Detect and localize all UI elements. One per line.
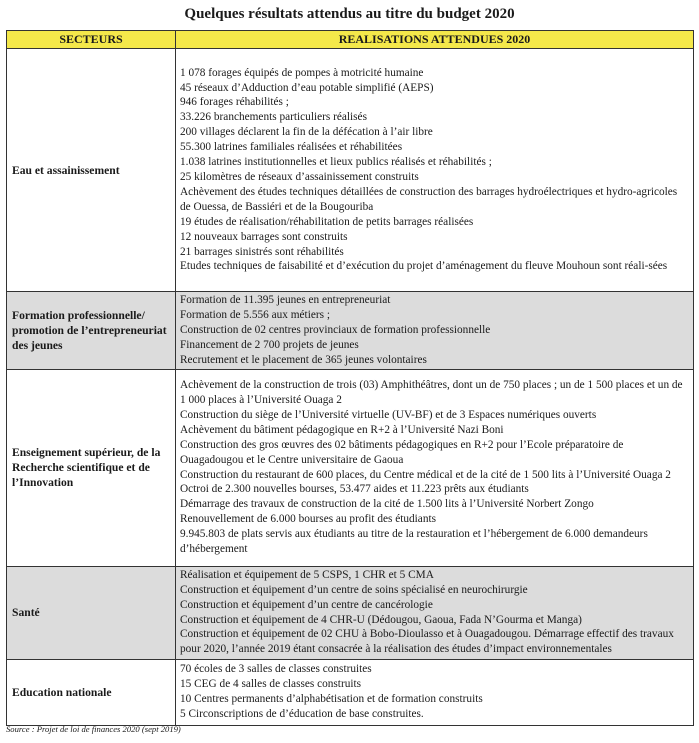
document-title: Quelques résultats attendus au titre du budget 2020 <box>184 6 515 22</box>
sector-name: Santé <box>7 566 176 659</box>
achievement-item: 9.945.803 de plats servis aux étudiants au titre de la restauration et l’hébergement de 6.000 demandeurs d’hébergement <box>180 528 648 556</box>
achievements-list <box>176 659 694 725</box>
achievement-item: 1.038 latrines institutionnelles et lieux publics réalisés et réhabilités ; <box>180 156 492 169</box>
achievement-item: Construction du restaurant de 600 places, du Centre médical et de la cité de 1 500 lits à l’Université Ouaga 2 <box>180 468 671 481</box>
achievement-item: Formation de 11.395 jeunes en entrepreneuriat <box>180 294 391 306</box>
achievement-item: 1 078 forages équipés de pompes à motricité humaine <box>180 66 424 79</box>
achievement-item: Construction des gros œuvres des 02 bâtiments pédagogiques en R+2 pour l’Ecole préparatoire de Ouagadougou et le Centre universitaire de Gaoua <box>180 438 624 466</box>
achievement-item: Renouvellement de 6.000 bourses au profit des étudiants <box>180 513 437 526</box>
achievement-item: Recrutement et le placement de 365 jeunes volontaires <box>180 353 427 366</box>
source-note: Source : Projet de loi de finances 2020 (sept 2019) <box>6 724 181 734</box>
achievement-item: 19 études de réalisation/réhabilitation de petits barrages réalisées <box>180 215 474 228</box>
achievement-item: 70 écoles de 3 salles de classes construites <box>180 663 372 676</box>
results-table <box>6 30 694 726</box>
achievement-item: Construction et équipement de 02 CHU à Bobo-Dioulasso et à Ouagadougou. Démarrage effectif des travaux pour 2020, l’année 2019 étant consacrée à la réalisation des études d’impact environnementales <box>180 628 674 656</box>
achievement-item: 45 réseaux d’Adduction d’eau potable simplifié (AEPS) <box>180 81 434 94</box>
achievement-item: Construction du siège de l’Université virtuelle (UV-BF) et de 3 Espaces numériques ouverts <box>180 408 597 421</box>
table-header-row <box>7 31 694 49</box>
achievements-list <box>176 566 694 659</box>
achievement-item: Construction de 02 centres provinciaux de formation professionnelle <box>180 323 491 336</box>
achievement-item: 200 villages déclarent la fin de la défécation à l’air libre <box>180 126 433 139</box>
header-expected-achievements: REALISATIONS ATTENDUES 2020 <box>176 31 694 49</box>
achievement-item: Construction et équipement de 4 CHR-U (Dédougou, Gaoua, Fada N’Gourma et Manga) <box>180 613 582 626</box>
achievements-list <box>176 292 694 370</box>
achievement-item: 55.300 latrines familiales réalisées et réhabilitées <box>180 141 403 154</box>
achievements-list <box>176 369 694 566</box>
achievement-item: 15 CEG de 4 salles de classes construits <box>180 678 362 691</box>
achievement-item: Etudes techniques de faisabilité et d’exécution du projet d’aménagement du fleuve Mouhoun sont réali-sées <box>180 260 668 273</box>
sector-name: Education nationale <box>7 659 176 725</box>
table-row <box>7 49 694 292</box>
achievement-item: Achèvement des études techniques détaillées de construction des barrages hydroélectriques et hydro-agricoles de Ouessa, de Bassiéri et de la Bougouriba <box>180 185 678 213</box>
achievement-item: Construction et équipement d’un centre de cancérologie <box>180 598 433 611</box>
sector-name: Enseignement supérieur, de la Recherche scientifique et de l’Innovation <box>7 369 176 566</box>
achievement-item: 10 Centres permanents d’alphabétisation et de formation construits <box>180 693 483 706</box>
achievement-item: Réalisation et équipement de 5 CSPS, 1 CHR et 5 CMA <box>180 568 434 581</box>
achievement-item: 5 Circonscriptions de d’éducation de base construites. <box>180 707 424 720</box>
table-row <box>7 659 694 725</box>
table-row <box>7 369 694 566</box>
achievement-item: 21 barrages sinistrés sont réhabilités <box>180 245 344 258</box>
table-row <box>7 566 694 659</box>
achievement-item: Démarrage des travaux de construction de la cité de 1.500 lits à l’Université Norbert Zongo <box>180 498 594 511</box>
achievement-item: 33.226 branchements particuliers réalisés <box>180 111 367 124</box>
sector-name: Formation professionnelle/ promotion de l’entrepreneuriat des jeunes <box>7 292 176 370</box>
achievement-item: Achèvement de la construction de trois (03) Amphithéâtres, dont un de 750 places ; un de 1 500 places et un de 1 000 places à l’Université Ouaga 2 <box>180 379 683 406</box>
achievement-item: 946 forages réhabilités ; <box>180 96 289 109</box>
achievement-item: Construction et équipement d’un centre de soins spécialisé en neurochirurgie <box>180 583 528 596</box>
achievement-item: Achèvement du bâtiment pédagogique en R+2 à l’Université Nazi Boni <box>180 423 504 436</box>
achievement-item: Octroi de 2.300 nouvelles bourses, 53.477 aides et 11.223 prêts aux étudiants <box>180 483 529 496</box>
table-row <box>7 292 694 370</box>
achievements-list <box>176 49 694 292</box>
achievement-item: Formation de 5.556 aux métiers ; <box>180 308 330 321</box>
sector-name: Eau et assainissement <box>7 49 176 292</box>
achievement-item: Financement de 2 700 projets de jeunes <box>180 338 359 351</box>
achievement-item: 25 kilomètres de réseaux d’assainissement construits <box>180 171 419 183</box>
header-sectors: SECTEURS <box>7 31 176 49</box>
achievement-item: 12 nouveaux barrages sont construits <box>180 230 348 243</box>
